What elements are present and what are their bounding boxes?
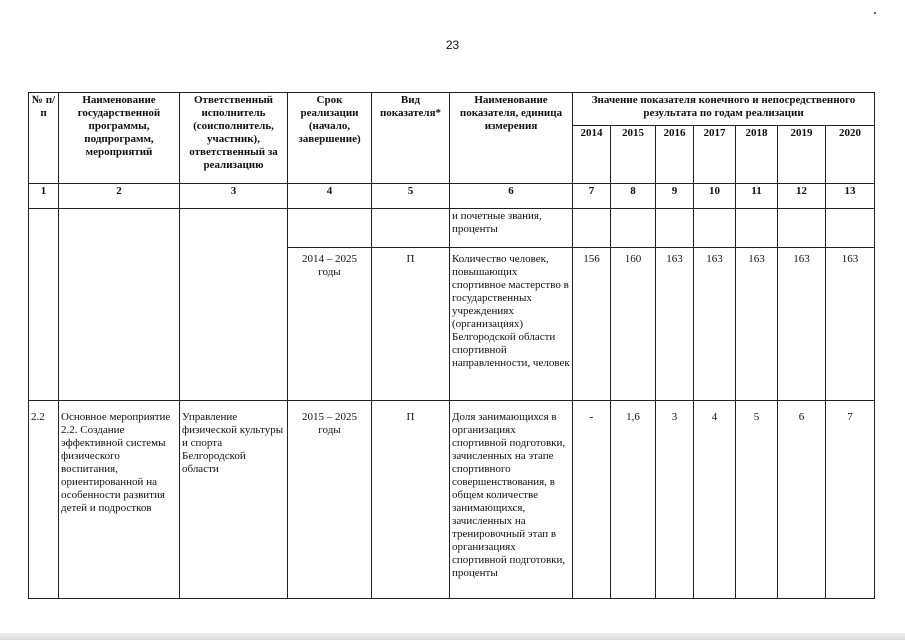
- cell-executor: [180, 209, 288, 401]
- column-number: 7: [573, 184, 611, 209]
- cell-value: 163: [736, 248, 778, 401]
- cell-value: 160: [611, 248, 656, 401]
- cell-value: 163: [694, 248, 736, 401]
- table-row: [29, 209, 875, 248]
- cell-value: 5: [736, 401, 778, 599]
- column-number: 1: [29, 184, 59, 209]
- cell-value: 6: [778, 401, 826, 599]
- header-year: 2018: [736, 126, 778, 184]
- indicators-table: [28, 92, 875, 599]
- column-number: 6: [450, 184, 573, 209]
- cell-value: [611, 209, 656, 248]
- cell-value: [778, 209, 826, 248]
- cell-indicator-name: Количество человек, повышающих спортивное мастерство в государственных учреждениях (организациях) Белгородской области спортивной направленности, человек: [450, 248, 573, 401]
- column-number: 10: [694, 184, 736, 209]
- scan-bottom-edge: [0, 633, 905, 640]
- cell-value: 4: [694, 401, 736, 599]
- cell-value: -: [573, 401, 611, 599]
- cell-number: [29, 209, 59, 401]
- column-number: 2: [59, 184, 180, 209]
- cell-value: 163: [826, 248, 875, 401]
- cell-value: 7: [826, 401, 875, 599]
- column-number: 13: [826, 184, 875, 209]
- column-number: 8: [611, 184, 656, 209]
- cell-indicator-name: Доля занимающихся в организациях спортивной подготовки, зачисленных на этапе спортивного совершенствования, в общем количестве занимающихся, зачисленных на тренировочный этап в организациях спортивной подготовки, проценты: [450, 401, 573, 599]
- header-year: 2016: [656, 126, 694, 184]
- cell-value: [826, 209, 875, 248]
- scan-speck: [874, 12, 876, 14]
- cell-value: 1,6: [611, 401, 656, 599]
- header-year: 2015: [611, 126, 656, 184]
- column-number: 12: [778, 184, 826, 209]
- header-values-group: Значение показателя конечного и непосредственного результата по годам реализации: [573, 93, 875, 126]
- cell-indicator-kind: [372, 209, 450, 248]
- cell-value: [694, 209, 736, 248]
- cell-value: 3: [656, 401, 694, 599]
- page-number: 23: [445, 38, 460, 52]
- column-number: 11: [736, 184, 778, 209]
- column-number: 5: [372, 184, 450, 209]
- column-number: 4: [288, 184, 372, 209]
- cell-value: [656, 209, 694, 248]
- cell-value: [736, 209, 778, 248]
- cell-term: [288, 209, 372, 248]
- header-indicator-name: Наименование показателя, единица измерения: [450, 93, 573, 184]
- cell-value: 163: [778, 248, 826, 401]
- header-executor: Ответственный исполнитель (соисполнитель, участник), ответственный за реализацию: [180, 93, 288, 184]
- cell-value: 156: [573, 248, 611, 401]
- cell-program-name: Основное мероприятие 2.2. Создание эффективной системы физического воспитания, ориентированной на особенности развития детей и подростков: [59, 401, 180, 599]
- cell-value: 163: [656, 248, 694, 401]
- cell-indicator-kind: П: [372, 401, 450, 599]
- header-year: 2017: [694, 126, 736, 184]
- column-number: 9: [656, 184, 694, 209]
- cell-indicator-kind: П: [372, 248, 450, 401]
- header-term: Срок реализации (начало, завершение): [288, 93, 372, 184]
- table-row: [29, 401, 875, 599]
- header-number: № п/п: [29, 93, 59, 184]
- cell-indicator-name: и почетные звания, проценты: [450, 209, 573, 248]
- cell-executor: Управление физической культуры и спорта Белгородской области: [180, 401, 288, 599]
- header-indicator-kind: Вид показателя*: [372, 93, 450, 184]
- cell-term: 2014 – 2025 годы: [288, 248, 372, 401]
- header-year: 2014: [573, 126, 611, 184]
- header-program-name: Наименование государственной программы, подпрограмм, мероприятий: [59, 93, 180, 184]
- column-number: 3: [180, 184, 288, 209]
- cell-program-name: [59, 209, 180, 401]
- cell-number: 2.2: [29, 401, 59, 599]
- cell-term: 2015 – 2025 годы: [288, 401, 372, 599]
- header-year: 2020: [826, 126, 875, 184]
- cell-value: [573, 209, 611, 248]
- header-year: 2019: [778, 126, 826, 184]
